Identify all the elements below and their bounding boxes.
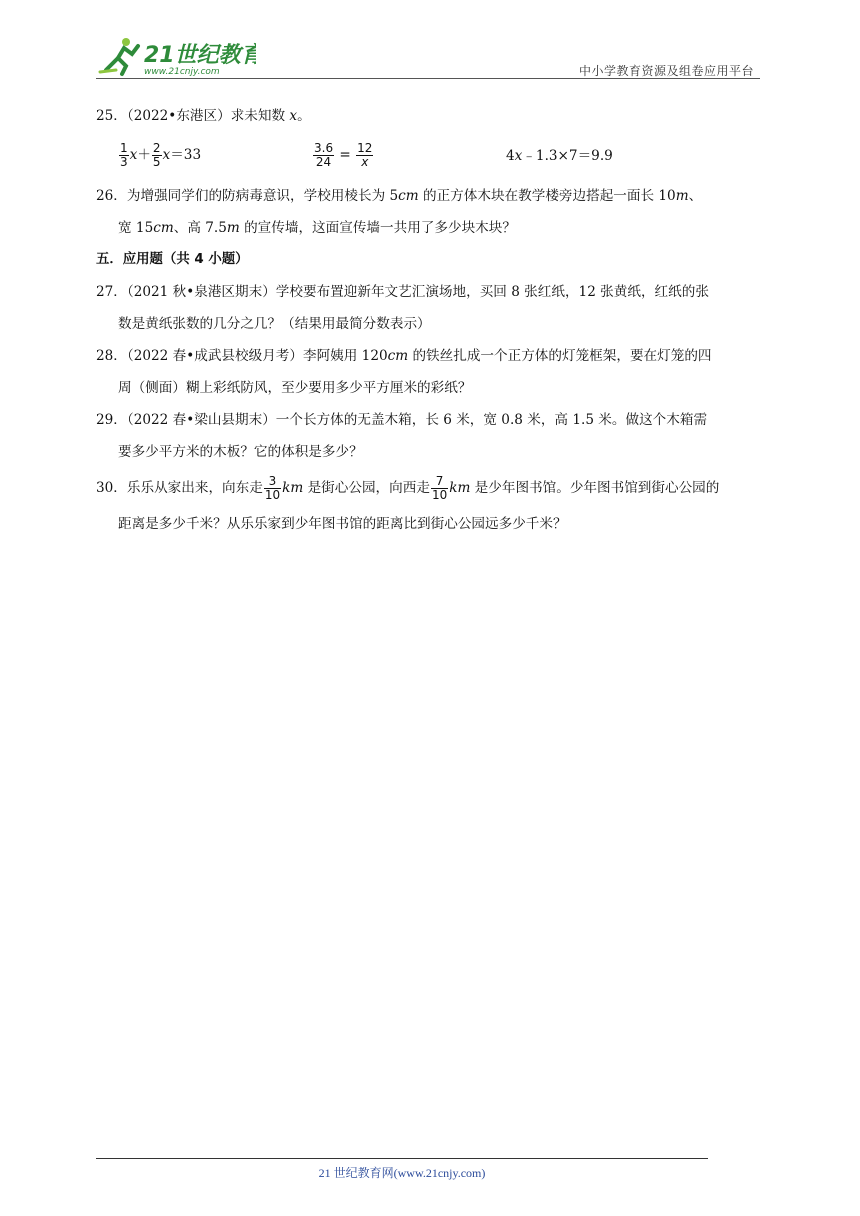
question-number: 29．	[96, 412, 127, 428]
question-number: 28．	[96, 348, 127, 364]
question-line: 要多少平方米的木板？它的体积是多少？	[118, 444, 363, 460]
question-29	[96, 404, 764, 468]
section-title: 五．应用题（共 4 小题）	[96, 252, 249, 267]
question-line: 28．（2022 春•成武县校级月考）李阿姨用 120cm 的铁丝扎成一个正方体的灯笼框架，要在灯笼的四	[96, 348, 712, 364]
equation-3: 4x﹣1.3×7＝9.9	[506, 148, 613, 164]
header-platform-text: 中小学教育资源及组卷应用平台	[578, 64, 754, 78]
header-divider	[96, 78, 760, 79]
question-number: 26．	[96, 188, 127, 204]
question-number: 30．	[96, 480, 127, 496]
equation-2: $\frac{3.6}{24}$ = $\frac{12}{x}$	[314, 141, 373, 169]
question-number: 25．	[96, 108, 127, 124]
question-line: 30．乐乐从家出来，向东走 $\frac{3}{10}$ km 是街心公园，向西走 $\frac{7}{10}$ km 是少年图书馆。少年图书馆到街心公园的	[96, 474, 720, 502]
equation-row	[96, 136, 764, 180]
punctuation: 。	[297, 108, 311, 124]
question-line: 距离是多少千米？从乐乐家到少年图书馆的距离比到街心公园远多少千米？	[118, 516, 567, 532]
fraction: $\frac{12}{x}$	[357, 141, 373, 169]
fraction: $\frac{7}{10}$	[431, 474, 448, 502]
fraction: $\frac{2}{5}$	[152, 141, 161, 169]
question-content	[96, 100, 764, 540]
question-source: （2022•东港区）	[126, 108, 231, 124]
question-28	[96, 340, 764, 404]
equation-1: $\frac{1}{3}$ x＋ $\frac{2}{5}$ x＝33	[120, 141, 202, 169]
question-line: 宽 15cm、高 7.5m 的宣传墙，这面宣传墙一共用了多少块木块？	[118, 220, 516, 236]
runner-icon	[100, 38, 138, 74]
question-27	[96, 276, 764, 340]
site-logo	[96, 36, 256, 78]
svg-text:21世纪教育: 21世纪教育	[144, 43, 256, 68]
footer-link[interactable]: 21 世纪教育网(www.21cnjy.com)	[318, 1166, 486, 1180]
svg-text:www.21cnjy.com: www.21cnjy.com	[144, 67, 220, 77]
question-30	[96, 468, 764, 540]
question-25	[96, 100, 764, 180]
question-number: 27．	[96, 284, 127, 300]
question-line: 26．为增强同学们的防病毒意识，学校用棱长为 5cm 的正方体木块在教学楼旁边搭起一面长 10m、	[96, 188, 703, 204]
question-26	[96, 180, 764, 244]
fraction: $\frac{3.6}{24}$	[314, 141, 334, 169]
footer-divider	[96, 1158, 708, 1159]
fraction: $\frac{3}{10}$	[264, 474, 281, 502]
question-line: 29．（2022 春•梁山县期末）一个长方体的无盖木箱，长 6 米，宽 0.8 米，高 1.5 米。做这个木箱需	[96, 412, 708, 428]
question-line: 27．（2021 秋•泉港区期末）学校要布置迎新年文艺汇演场地，买回 8 张红纸，12 张黄纸，红纸的张	[96, 284, 709, 300]
question-line: 数是黄纸张数的几分之几？（结果用最简分数表示）	[118, 316, 431, 332]
fraction: $\frac{1}{3}$	[120, 141, 128, 169]
question-line: 周（侧面）糊上彩纸防风，至少要用多少平方厘米的彩纸？	[118, 380, 472, 396]
variable: x	[289, 108, 298, 124]
question-text: 求未知数	[230, 108, 286, 124]
